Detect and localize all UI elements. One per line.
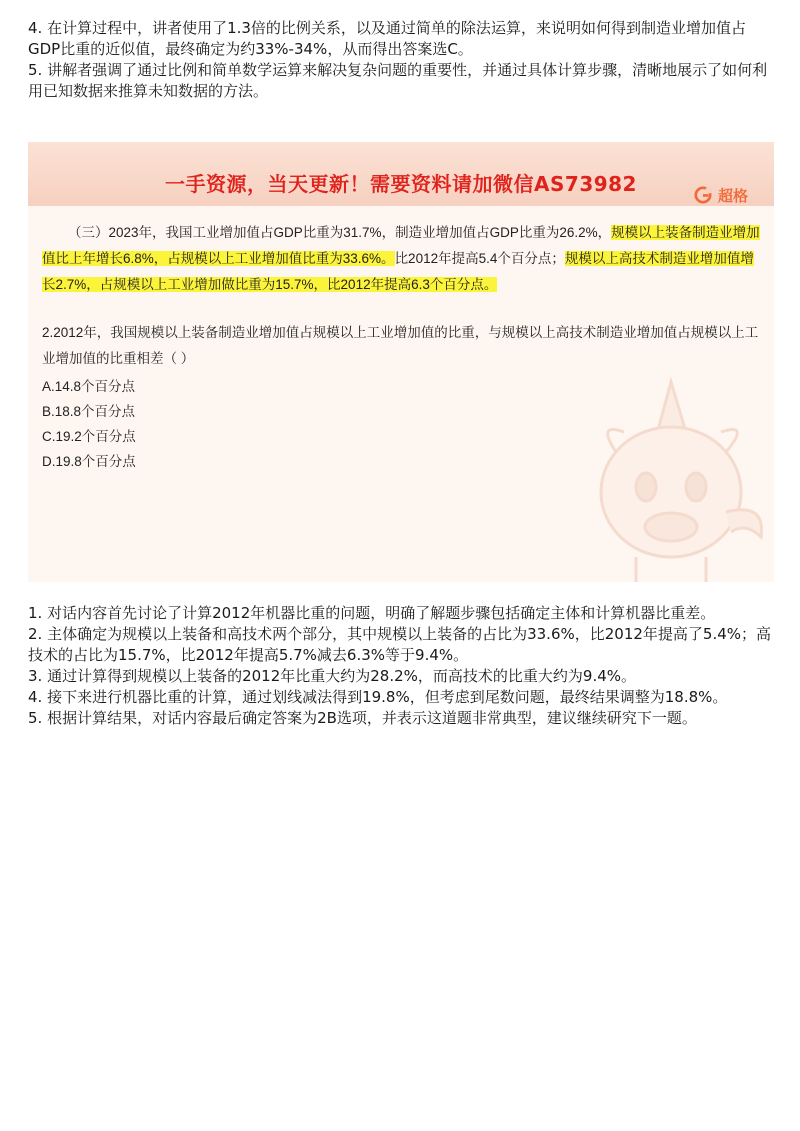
note-paragraph: 2. 主体确定为规模以上装备和高技术两个部分，其中规模以上装备的占比为33.6%，比2012年提高了5.4%；高技术的占比为15.7%，比2012年提高5.7%减去6.3%等于9.4%。 — [28, 625, 772, 664]
option-b: B.18.8个百分点 — [42, 404, 136, 419]
slide-screenshot — [28, 142, 774, 582]
brand-name: 超格 — [717, 186, 748, 205]
summary-notes-bottom — [28, 603, 774, 729]
note-paragraph: 5. 根据计算结果，对话内容最后确定答案为2B选项，并表示这道题非常典型，建议继续研究下一题。 — [28, 709, 697, 727]
note-paragraph: 3. 通过计算得到规模以上装备的2012年比重大约为28.2%，而高技术的比重大约为9.4%。 — [28, 667, 637, 685]
question-stem: 2.2012年，我国规模以上装备制造业增加值占规模以上工业增加值的比重，与规模以上高技术制造业增加值占规模以上工业增加值的比重相差（ ） — [42, 325, 759, 366]
material-passage — [42, 220, 760, 298]
highlighted-text: 规模以上装备制造业增加值比上年增长6.8%，占规模以上工业增加值比重为33.6%。 — [42, 225, 760, 266]
passage-text: 比2012年提高5.4个百分点； — [394, 251, 565, 266]
unicorn-mascot-watermark — [576, 362, 774, 582]
highlighted-text: 规模以上高技术制造业增加值增长2.7%，占规模以上工业增加做比重为15.7%，比2012年提高6.3个百分点。 — [42, 251, 754, 292]
option-d: D.19.8个百分点 — [42, 454, 136, 469]
brand-logo — [694, 184, 748, 206]
note-paragraph: 1. 对话内容首先讨论了计算2012年机器比重的问题，明确了解题步骤包括确定主体和计算机器比重差。 — [28, 604, 716, 622]
option-c: C.19.2个百分点 — [42, 429, 136, 444]
passage-text: （三）2023年，我国工业增加值占GDP比重为31.7%，制造业增加值占GDP比重为26.2%， — [68, 225, 612, 240]
note-paragraph: 5. 讲解者强调了通过比例和简单数学运算来解决复杂问题的重要性，并通过具体计算步骤，清晰地展示了如何利用已知数据来推算未知数据的方法。 — [28, 61, 768, 100]
note-paragraph: 4. 在计算过程中，讲者使用了1.3倍的比例关系，以及通过简单的除法运算，来说明如何得到制造业增加值占GDP比重的近似值，最终确定为约33%-34%，从而得出答案选C。 — [28, 19, 746, 58]
option-a: A.14.8个百分点 — [42, 379, 136, 394]
banner-text: 一手资源，当天更新！需要资料请加微信AS73982 — [165, 172, 637, 196]
answer-options — [42, 374, 136, 474]
note-paragraph: 4. 接下来进行机器比重的计算，通过划线减法得到19.8%，但考虑到尾数问题，最终结果调整为18.8%。 — [28, 688, 728, 706]
summary-notes-top — [28, 18, 774, 102]
promo-banner — [28, 142, 774, 206]
brand-g-icon — [694, 186, 712, 204]
